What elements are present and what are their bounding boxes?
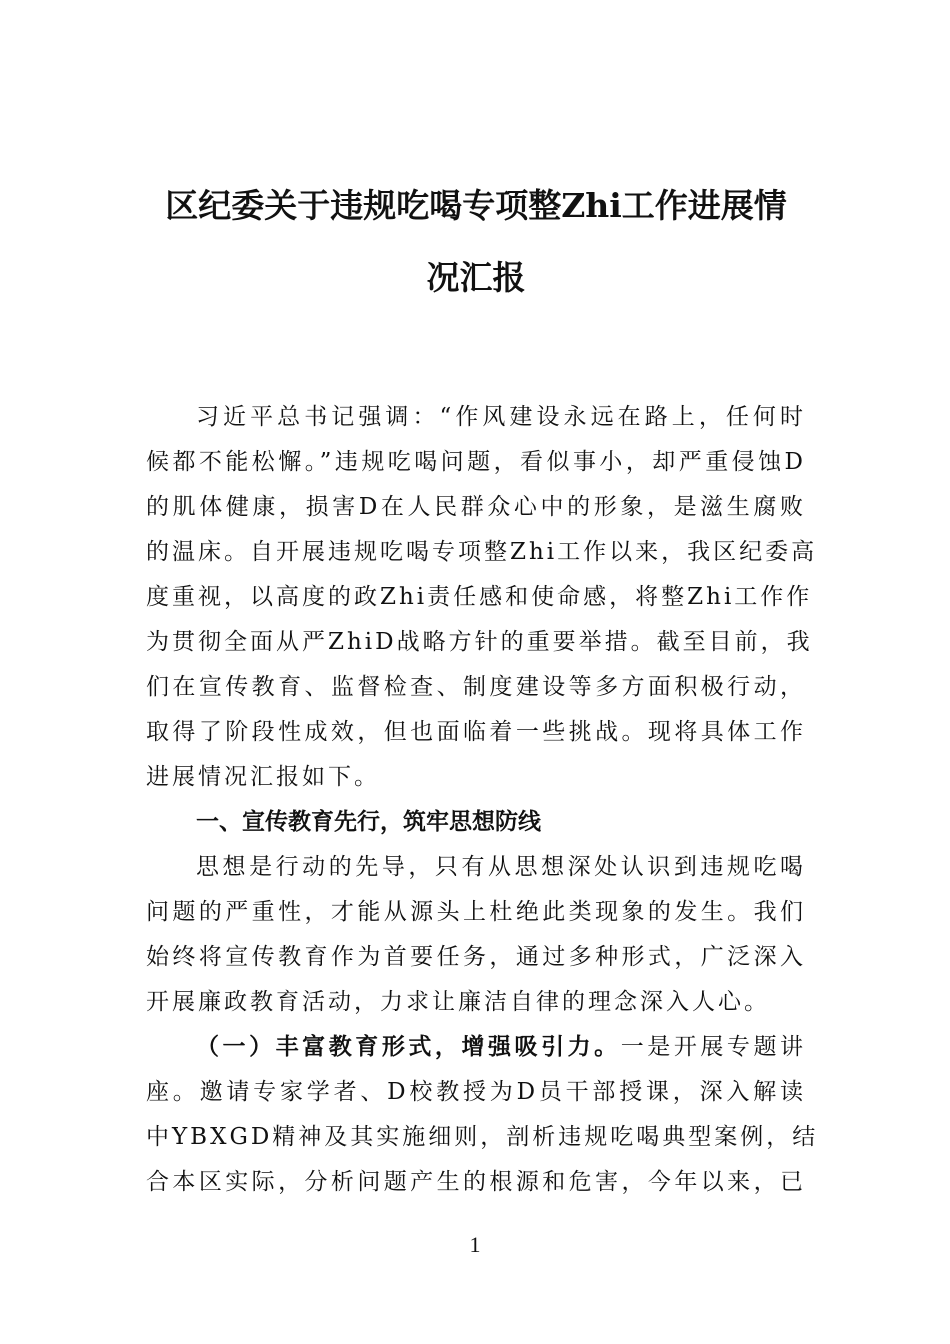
document-body [146, 395, 819, 1205]
paragraph-line: 的肌体健康，损害D在人民群众心中的形象，是滋生腐败 [146, 494, 806, 520]
section-heading: 一、宣传教育先行，筑牢思想防线 [196, 809, 541, 835]
page-number: 1 [469, 1232, 481, 1257]
paragraph-line: 习近平总书记强调：“作风建设永远在路上，任何时 [196, 404, 806, 430]
paragraph-line: 度重视，以高度的政Zhi责任感和使命感，将整Zhi工作作 [146, 584, 813, 610]
paragraph-line: 进展情况汇报如下。 [146, 764, 380, 790]
paragraph-line: 合本区实际，分析问题产生的根源和危害，今年以来，已 [146, 1169, 806, 1195]
paragraph-line: 座。邀请专家学者、D校教授为D员干部授课，深入解读 [146, 1079, 806, 1105]
paragraph-line: 始终将宣传教育作为首要任务，通过多种形式，广泛深入 [146, 944, 806, 970]
title-line-2: 况汇报 [426, 258, 526, 297]
paragraph-line: 候都不能松懈。”违规吃喝问题，看似事小，却严重侵蚀D [146, 449, 806, 475]
paragraph-line: 中YBXGD精神及其实施细则，剖析违规吃喝典型案例，结 [146, 1124, 819, 1150]
paragraph-line: 们在宣传教育、监督检查、制度建设等多方面积极行动， [146, 674, 806, 700]
title-line-1: 区纪委关于违规吃喝专项整Zhi工作进展情 [165, 186, 787, 225]
paragraph-line: 为贯彻全面从严ZhiD战略方针的重要举措。截至目前，我 [146, 629, 813, 655]
paragraph-line [146, 1025, 806, 1070]
document-title [146, 170, 806, 314]
paragraph-line: 的温床。自开展违规吃喝专项整Zhi工作以来，我区纪委高 [146, 539, 818, 565]
paragraph-text: 一是开展专题讲 [620, 1034, 807, 1060]
paragraph-line: 取得了阶段性成效，但也面临着一些挑战。现将具体工作 [146, 719, 806, 745]
subsection-heading: （一）丰富教育形式，增强吸引力。 [196, 1034, 621, 1060]
paragraph-line: 开展廉政教育活动，力求让廉洁自律的理念深入人心。 [146, 989, 770, 1015]
paragraph-line: 问题的严重性，才能从源头上杜绝此类现象的发生。我们 [146, 899, 806, 925]
paragraph-line: 思想是行动的先导，只有从思想深处认识到违规吃喝 [196, 854, 806, 880]
